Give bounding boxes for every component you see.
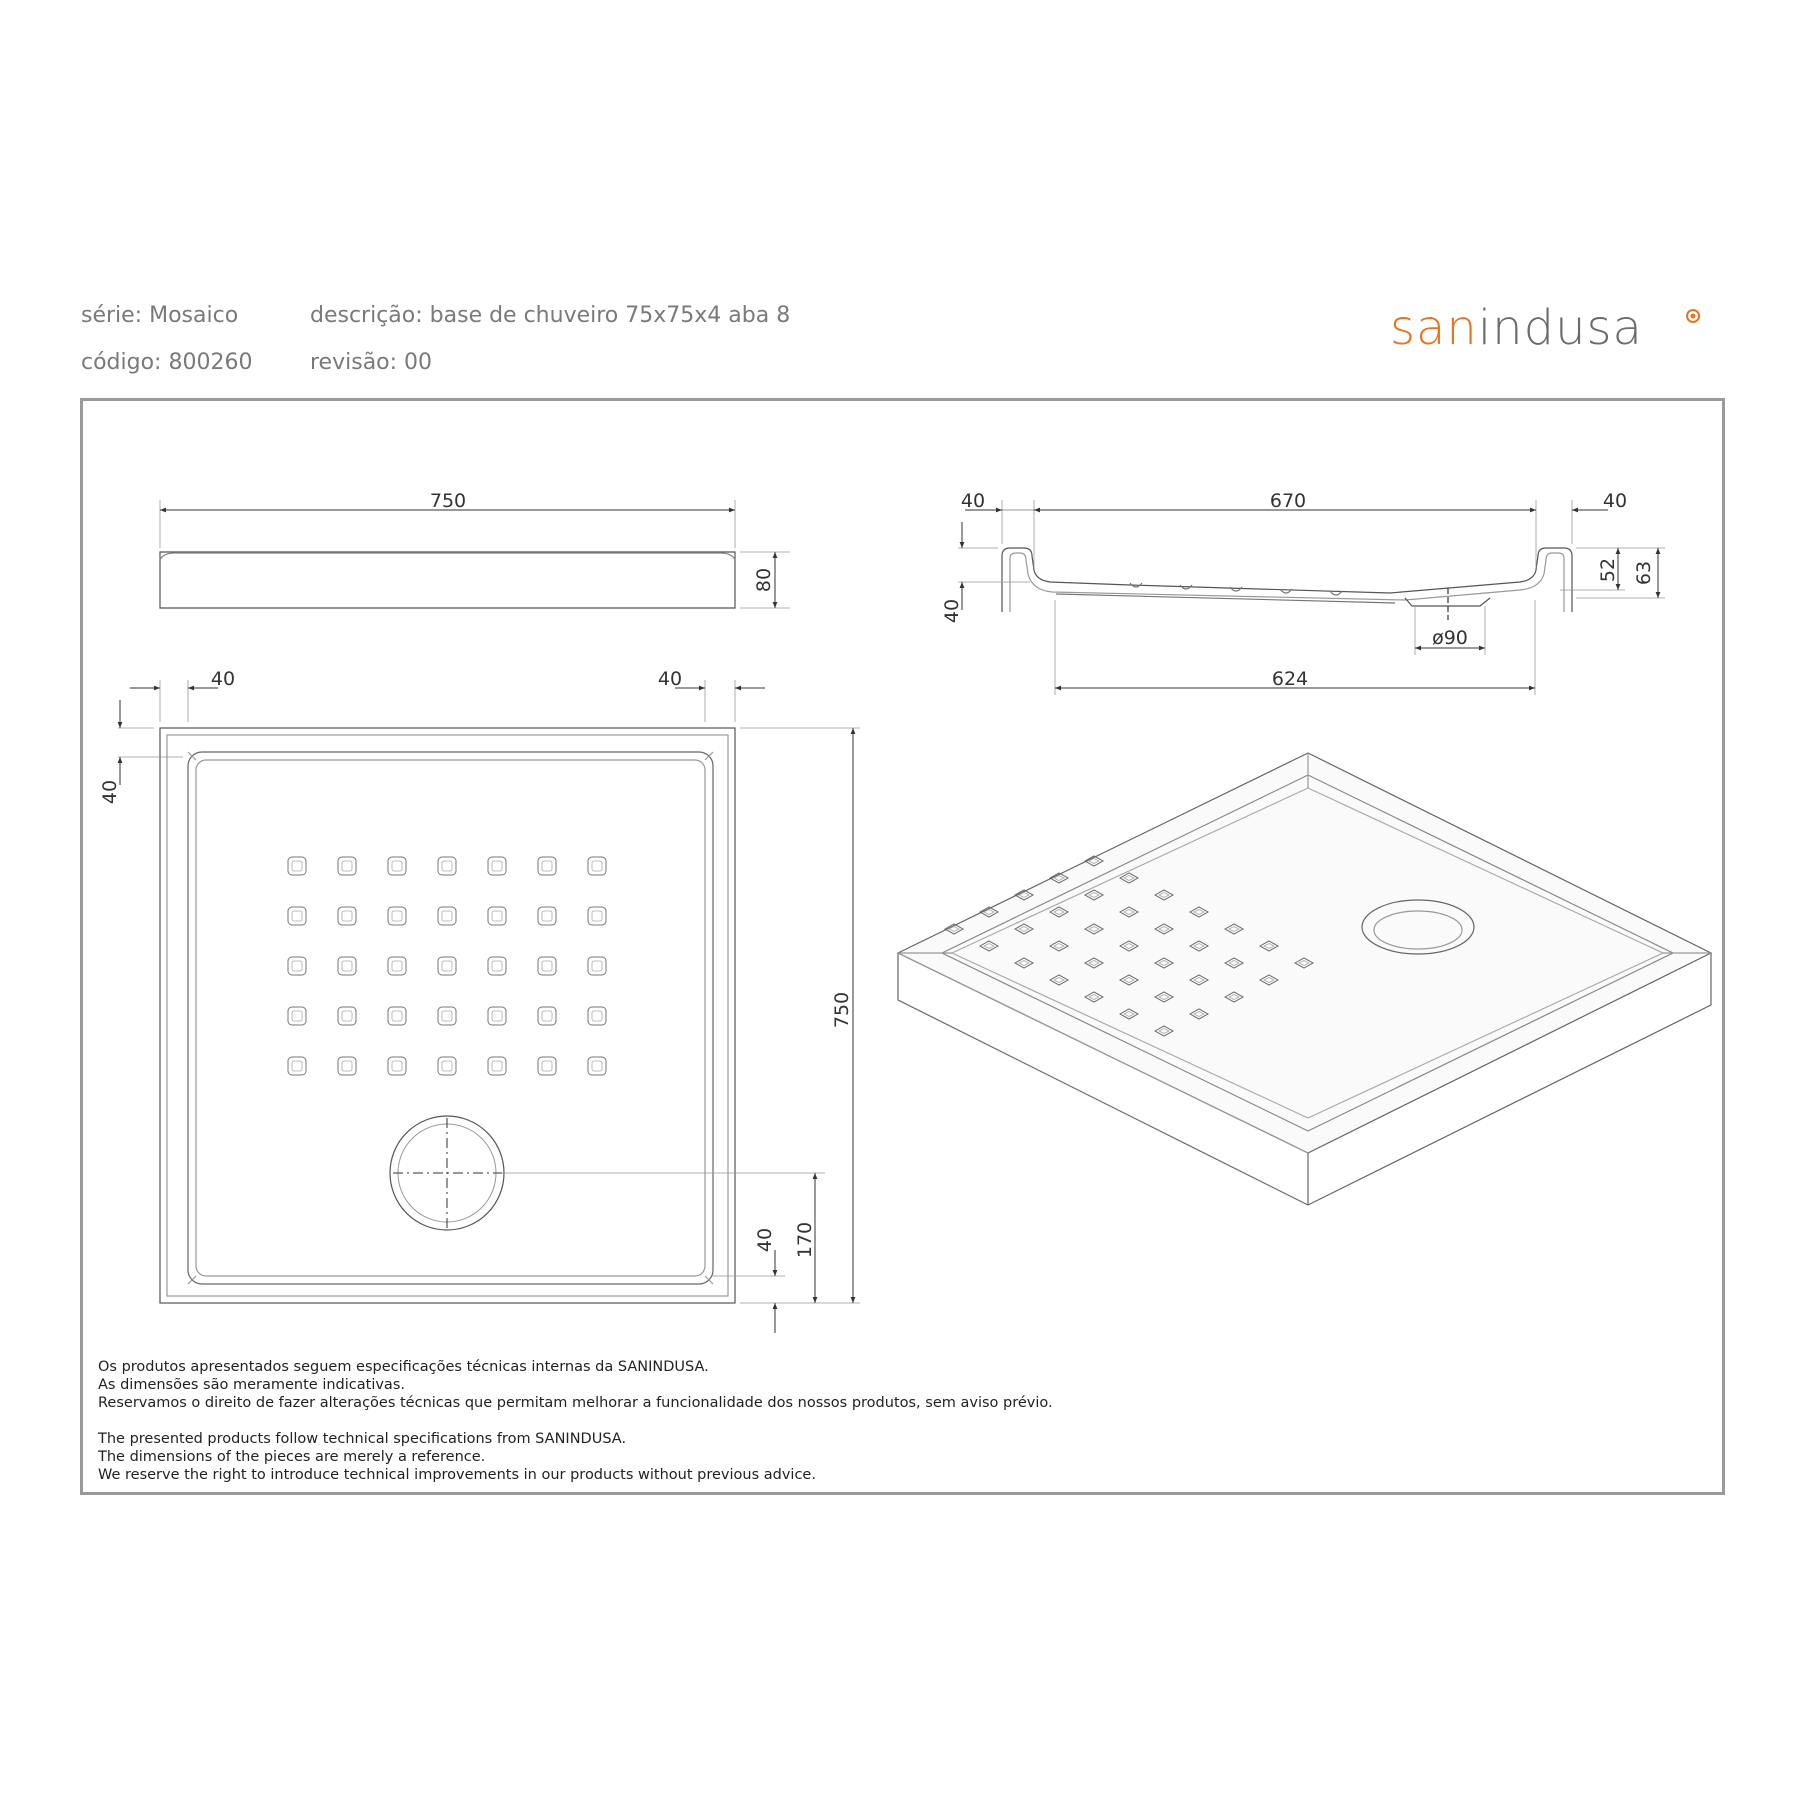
section-view xyxy=(1002,548,1572,620)
grip-pad-inner xyxy=(592,861,602,871)
description-label: descrição: base de chuveiro 75x75x4 aba 8 xyxy=(310,303,791,328)
grip-pad-inner xyxy=(492,861,502,871)
dim-section-left-label: 40 xyxy=(960,490,986,512)
grip-pad xyxy=(338,1007,356,1025)
grip-pad-inner xyxy=(392,861,402,871)
grip-pad-inner xyxy=(492,1011,502,1021)
grip-pad-inner xyxy=(342,1011,352,1021)
grip-pad-inner xyxy=(342,861,352,871)
dim-section-left xyxy=(961,490,1034,512)
dim-section-bottom xyxy=(1055,668,1535,690)
grip-pad-inner xyxy=(292,1061,302,1071)
disclaimer-notes xyxy=(98,1358,1053,1484)
grip-pad-inner xyxy=(442,911,452,921)
grip-pad xyxy=(588,1007,606,1025)
dim-plan-depth-label: 750 xyxy=(831,991,853,1029)
dim-section-right xyxy=(1572,490,1627,512)
grip-pad-inner xyxy=(292,911,302,921)
dim-plan-top-flange xyxy=(99,700,121,804)
grip-pad-inner xyxy=(592,1061,602,1071)
dim-section-right-label: 40 xyxy=(1602,490,1628,512)
grip-pad-inner xyxy=(392,961,402,971)
grip-pad xyxy=(488,857,506,875)
grip-pad-inner xyxy=(392,911,402,921)
grip-pad xyxy=(588,907,606,925)
series-label: série: Mosaico xyxy=(81,303,239,328)
grip-pad-inner xyxy=(492,961,502,971)
grip-pad-inner xyxy=(342,911,352,921)
grip-pad-inner xyxy=(542,911,552,921)
grip-pad xyxy=(538,1007,556,1025)
dim-front-height xyxy=(753,552,775,608)
grip-pad xyxy=(338,1057,356,1075)
note-en-3: We reserve the right to introduce technical improvements in our products without previous advice. xyxy=(98,1467,816,1483)
grip-pad-inner xyxy=(542,861,552,871)
dim-drain-offset-small-label: 40 xyxy=(754,1227,776,1253)
grip-pad-inner xyxy=(542,961,552,971)
dim-section-height-inner-label: 52 xyxy=(1597,557,1619,583)
front-elevation xyxy=(160,500,790,608)
note-pt-2: As dimensões são meramente indicativas. xyxy=(98,1377,405,1393)
grip-pad-inner xyxy=(292,961,302,971)
dim-drain-offset-label: 170 xyxy=(794,1221,816,1259)
grip-pad xyxy=(438,1057,456,1075)
plan-extension-lines xyxy=(118,680,860,1303)
dim-drain-diameter xyxy=(1415,627,1485,649)
grip-pad xyxy=(588,857,606,875)
note-pt-1: Os produtos apresentados seguem especificações técnicas internas da SANINDUSA. xyxy=(98,1359,709,1375)
note-en-1: The presented products follow technical specifications from SANINDUSA. xyxy=(98,1431,627,1447)
grip-pad-inner xyxy=(342,961,352,971)
grip-pad-inner xyxy=(292,861,302,871)
note-pt-3: Reservamos o direito de fazer alterações técnicas que permitam melhorar a funcionalidade dos nossos produtos, sem aviso prévio. xyxy=(98,1395,1053,1411)
grip-pad xyxy=(338,907,356,925)
dim-drain-offset xyxy=(794,1173,816,1303)
grip-pad-inner xyxy=(492,1061,502,1071)
dim-section-height-inner xyxy=(1597,548,1619,590)
grip-pad xyxy=(388,957,406,975)
grip-pad-inner xyxy=(592,911,602,921)
grip-pad xyxy=(538,857,556,875)
grip-pad-inner xyxy=(542,1061,552,1071)
dim-section-left-vertical-label: 40 xyxy=(941,598,963,624)
grip-pad xyxy=(488,1007,506,1025)
grip-pad xyxy=(338,857,356,875)
grip-pad xyxy=(488,907,506,925)
dim-section-bottom-label: 624 xyxy=(1271,668,1309,690)
grip-pad xyxy=(388,1007,406,1025)
dim-front-width-label: 750 xyxy=(429,490,467,512)
grip-pad-inner xyxy=(442,961,452,971)
dim-section-inner-label: 670 xyxy=(1269,490,1307,512)
dim-plan-left-flange xyxy=(130,668,235,690)
dim-section-height-total xyxy=(1633,548,1658,598)
logo-part-gray: indusa xyxy=(1477,300,1643,356)
grip-pad xyxy=(388,857,406,875)
dim-plan-depth xyxy=(831,728,853,1303)
plan-view xyxy=(160,728,735,1303)
grip-pad xyxy=(538,957,556,975)
grip-pad-inner xyxy=(442,1011,452,1021)
grip-pad xyxy=(438,1007,456,1025)
grip-pad xyxy=(488,957,506,975)
grip-pad xyxy=(388,907,406,925)
dim-drain-diameter-label: ø90 xyxy=(1432,627,1468,649)
dim-plan-top-flange-label: 40 xyxy=(99,779,121,805)
revision-label: revisão: 00 xyxy=(310,350,433,375)
dim-front-height-label: 80 xyxy=(753,567,775,593)
dim-plan-right-flange-label: 40 xyxy=(657,668,683,690)
grip-pad xyxy=(438,907,456,925)
plan-grip-grid xyxy=(288,857,606,1075)
dim-section-left-vertical xyxy=(941,522,963,623)
dim-plan-left-flange-label: 40 xyxy=(210,668,236,690)
grip-pad xyxy=(288,907,306,925)
grip-pad-inner xyxy=(392,1061,402,1071)
isometric-view xyxy=(898,753,1711,1205)
logo-part-orange: san xyxy=(1390,300,1478,356)
grip-pad xyxy=(288,1057,306,1075)
grip-pad-inner xyxy=(292,1011,302,1021)
note-en-2: The dimensions of the pieces are merely a reference. xyxy=(98,1449,486,1465)
grip-pad-inner xyxy=(542,1011,552,1021)
grip-pad xyxy=(488,1057,506,1075)
plan-drain xyxy=(390,1116,825,1230)
grip-pad-inner xyxy=(492,911,502,921)
grip-pad-inner xyxy=(592,1011,602,1021)
code-label: código: 800260 xyxy=(81,350,253,375)
grip-pad xyxy=(438,857,456,875)
dim-section-height-total-label: 63 xyxy=(1633,560,1655,586)
grip-pad-inner xyxy=(442,1061,452,1071)
grip-pad xyxy=(288,1007,306,1025)
dim-drain-offset-small xyxy=(754,1228,776,1333)
grip-pad xyxy=(588,1057,606,1075)
grip-pad-inner xyxy=(592,961,602,971)
grip-pad xyxy=(288,857,306,875)
grip-pad-inner xyxy=(392,1011,402,1021)
grip-pad xyxy=(288,957,306,975)
grip-pad xyxy=(388,1057,406,1075)
grip-pad-inner xyxy=(442,861,452,871)
grip-pad xyxy=(588,957,606,975)
grip-pad xyxy=(338,957,356,975)
grip-pad-inner xyxy=(342,1061,352,1071)
dim-front-width xyxy=(160,490,735,512)
grip-pad xyxy=(538,907,556,925)
grip-pad xyxy=(538,1057,556,1075)
dim-section-inner xyxy=(1034,490,1536,512)
dim-plan-right-flange xyxy=(658,668,765,690)
grip-pad xyxy=(438,957,456,975)
